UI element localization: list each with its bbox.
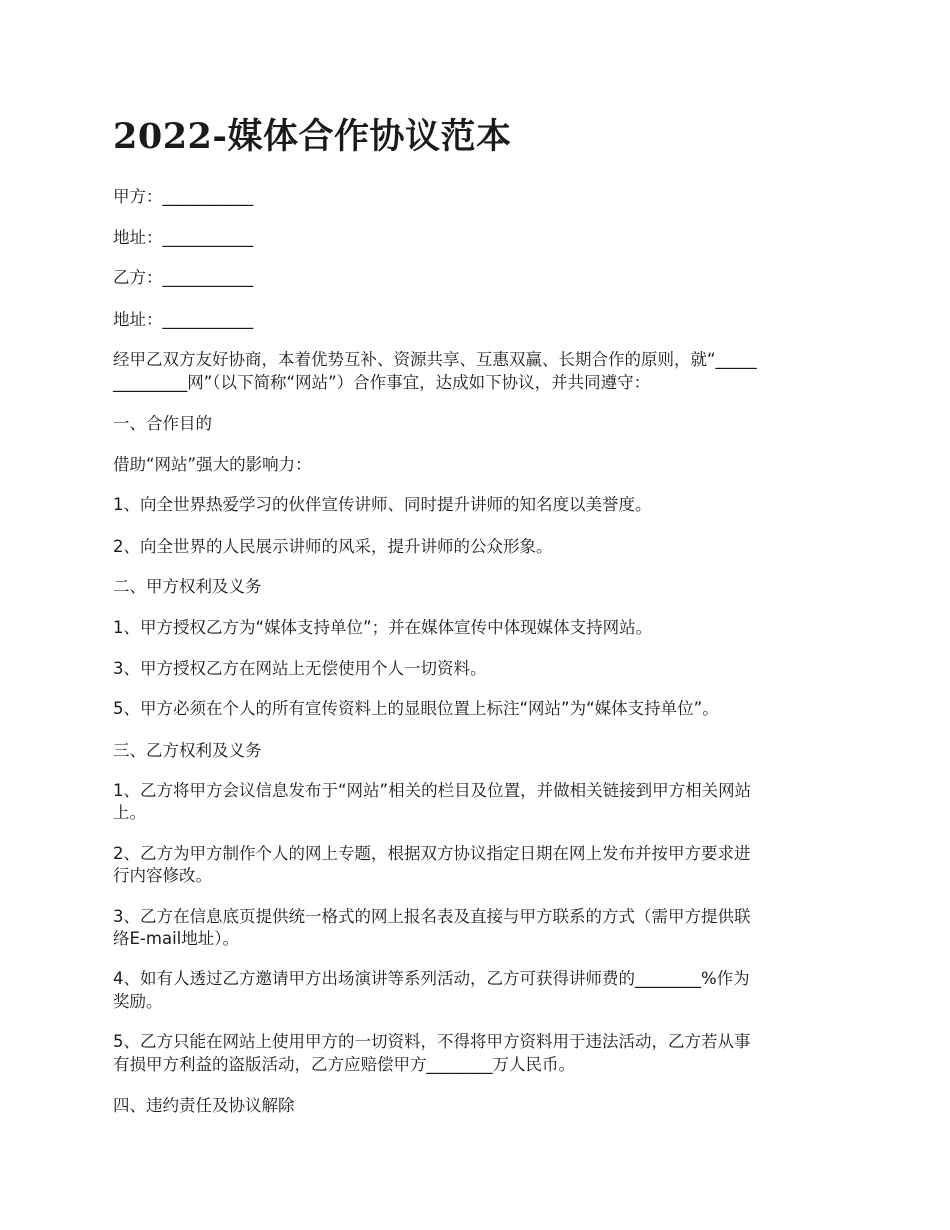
section-3-item-1-line-2: 上。: [113, 803, 146, 822]
section-3-item-2-line-1: 2、乙方为甲方制作个人的网上专题，根据双方协议指定日期在网上发布并按甲方要求进: [113, 844, 751, 863]
party-b-address-label: 地址：: [113, 310, 163, 329]
section-3-item-3-line-1: 3、乙方在信息底页提供统一格式的网上报名表及直接与甲方联系的方式（需甲方提供联: [113, 907, 751, 926]
section-1-item: 2、向全世界的人民展示讲师的风采，提升讲师的公众形象。: [113, 537, 553, 556]
intro-paragraph-line-2: _________网”（以下简称“网站”）合作事宜，达成如下协议，并共同遵守：: [113, 373, 651, 392]
document-title: 2022-媒体合作协议范本: [113, 116, 512, 157]
section-2-item: 3、甲方授权乙方在网站上无偿使用个人一切资料。: [113, 659, 487, 678]
section-2-item: 5、甲方必须在个人的所有宣传资料上的显眼位置上标注“网站”为“媒体支持单位”。: [113, 699, 719, 718]
party-b-address-blank: ___________: [162, 310, 254, 329]
intro-paragraph-line-1: 经甲乙双方友好协商，本着优势互补、资源共享、互惠双赢、长期合作的原则，就“_____: [113, 350, 757, 369]
party-b-field: [113, 267, 838, 289]
section-1-heading: 一、合作目的: [113, 414, 212, 433]
section-4-heading: 四、违约责任及协议解除: [113, 1096, 295, 1115]
party-a-field: [113, 186, 838, 208]
party-b-blank: ___________: [162, 268, 254, 287]
party-a-label: 甲方：: [113, 187, 163, 206]
section-1-item: 1、向全世界热爱学习的伙伴宣传讲师、同时提升讲师的知名度以美誉度。: [113, 495, 652, 514]
party-b-label: 乙方：: [113, 268, 163, 287]
section-3-item-3-line-2: 络E-mail地址）。: [113, 929, 239, 948]
section-3-item-5-line-2: 有损甲方利益的盗版活动，乙方应赔偿甲方________万人民币。: [113, 1055, 575, 1074]
party-a-address-blank: ___________: [162, 228, 254, 247]
party-a-address-field: [113, 227, 838, 249]
section-3-item-4-line-1: 4、如有人透过乙方邀请甲方出场演讲等系列活动，乙方可获得讲师费的________%作为: [113, 969, 750, 988]
section-2-item: 1、甲方授权乙方为“媒体支持单位”；并在媒体宣传中体现媒体支持网站。: [113, 618, 653, 637]
section-1-lead: 借助“网站”强大的影响力：: [113, 455, 312, 474]
party-a-address-label: 地址：: [113, 228, 163, 247]
section-3-heading: 三、乙方权利及义务: [113, 741, 262, 760]
party-a-blank: ___________: [162, 187, 254, 206]
party-b-address-field: [113, 309, 838, 331]
section-2-heading: 二、甲方权利及义务: [113, 577, 262, 596]
section-3-item-5-line-1: 5、乙方只能在网站上使用甲方的一切资料，不得将甲方资料用于违法活动，乙方若从事: [113, 1032, 751, 1051]
section-3-item-1-line-1: 1、乙方将甲方会议信息发布于“网站”相关的栏目及位置，并做相关链接到甲方相关网站: [113, 781, 752, 800]
section-3-item-4-line-2: 奖励。: [113, 992, 163, 1011]
section-3-item-2-line-2: 行内容修改。: [113, 866, 212, 885]
